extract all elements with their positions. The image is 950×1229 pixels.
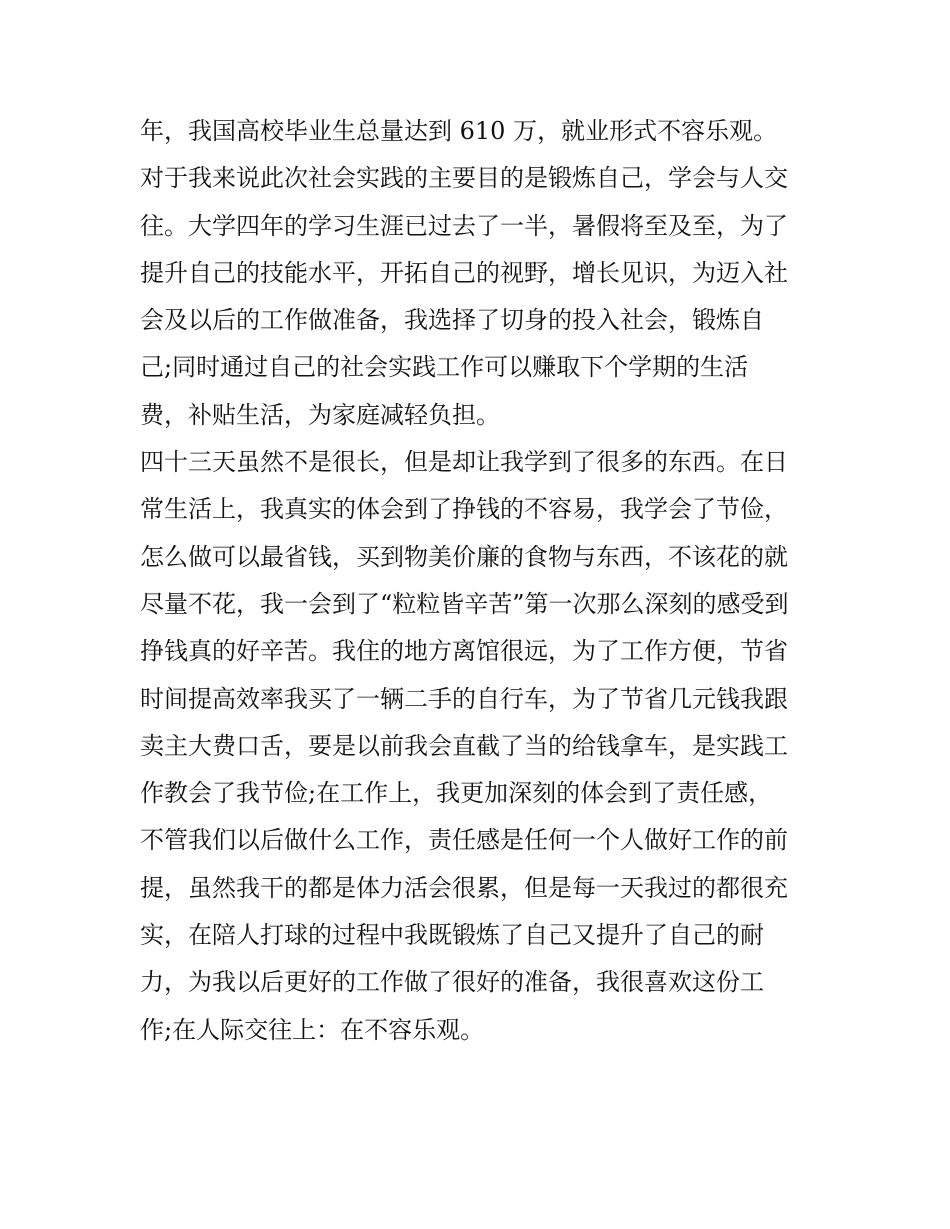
text-line: 力，为我以后更好的工作做了很好的准备，我很喜欢这份工	[140, 968, 764, 997]
text-line: 费，补贴生活，为家庭减轻负担。	[140, 400, 500, 429]
text-line: 时间提高效率我买了一辆二手的自行车，为了节省几元钱我跟	[140, 684, 788, 713]
text-line: 实，在陪人打球的过程中我既锻炼了自己又提升了自己的耐	[140, 921, 764, 950]
body-text	[140, 108, 820, 1054]
text-line: 往。大学四年的学习生涯已过去了一半，暑假将至及至，为了	[140, 211, 788, 240]
text-line: 尽量不花，我一会到了“粒粒皆辛苦”第一次那么深刻的感受到	[140, 589, 789, 618]
text-line: 挣钱真的好辛苦。我住的地方离馆很远，为了工作方便，节省	[140, 637, 788, 666]
text-line: 不管我们以后做什么工作，责任感是任何一个人做好工作的前	[140, 826, 788, 855]
text-line: 作;在人际交往上：在不容乐观。	[140, 1015, 485, 1044]
text-line: 提升自己的技能水平，开拓自己的视野，增长见识，为迈入社	[140, 258, 788, 287]
text-line: 己;同时通过自己的社会实践工作可以赚取下个学期的生活	[140, 353, 749, 382]
text-line: 怎么做可以最省钱，买到物美价廉的食物与东西，不该花的就	[140, 542, 788, 571]
text-line: 年，我国高校毕业生总量达到 610 万，就业形式不容乐观。	[140, 117, 778, 145]
text-line: 四十三天虽然不是很长，但是却让我学到了很多的东西。在日	[140, 448, 788, 477]
text-line: 卖主大费口舌，要是以前我会直截了当的给钱拿车，是实践工	[140, 731, 788, 760]
text-line: 作教会了我节俭;在工作上，我更加深刻的体会到了责任感，	[140, 779, 773, 808]
text-line: 会及以后的工作做准备，我选择了切身的投入社会，锻炼自	[140, 306, 764, 335]
text-line: 提，虽然我干的都是体力活会很累，但是每一天我过的都很充	[140, 873, 788, 902]
text-line: 常生活上，我真实的体会到了挣钱的不容易，我学会了节俭，	[140, 495, 788, 524]
text-line: 对于我来说此次社会实践的主要目的是锻炼自己，学会与人交	[140, 164, 788, 193]
